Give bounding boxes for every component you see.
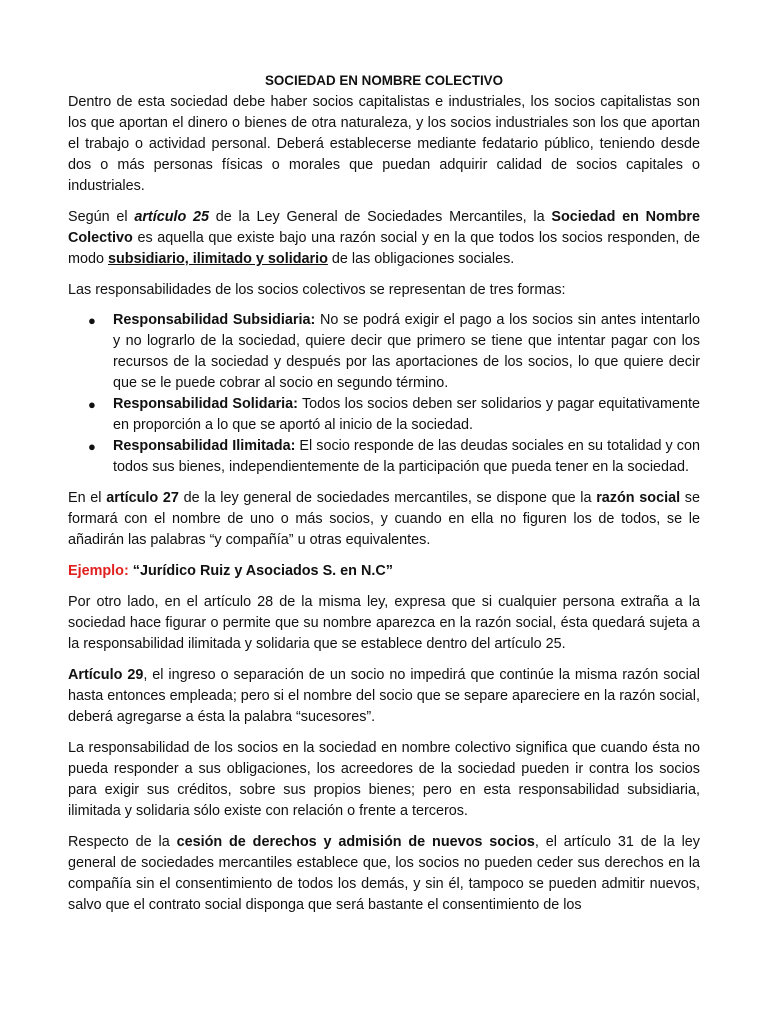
bullet-icon: ● [88,439,96,454]
document-body [68,70,700,926]
example-label: Ejemplo: [68,563,129,579]
bold-italic-span: artículo 25 [134,209,210,225]
text-span: es aquella que existe bajo una razón social y en la que todos los socios responden, de modo [68,230,700,267]
paragraph-responsabilidades: Las responsabilidades de los socios colectivos se representan de tres formas: [68,282,566,298]
list-item-ilimitada [68,436,700,478]
text-span: de las obligaciones sociales. [327,251,515,267]
list-item-heading: Responsabilidad Ilimitada: [113,438,296,454]
list-item-heading: Responsabilidad Solidaria: [113,396,298,412]
bold-span: Artículo 29 [68,667,144,683]
text-span: , el artículo 31 de la ley general de sociedades mercantiles establece que, los socios no pueden ceder sus derechos en la compañía sin el consentimiento de todos los demás, y sin él, tampoco se pueden admitir nuevos, salvo que el contrato social disponga que será bastante el consentimiento de los [68,834,701,913]
list-item-heading: Responsabilidad Subsidiaria: [113,312,316,328]
bold-span: artículo 27 [106,490,179,506]
list-item-text: No se podrá exigir el pago a los socios sin antes intentarlo y no lograrlo de la sociedad, quiere decir que primero se tiene que intentar pagar con los recursos de la sociedad y después por las aportaciones de los socios, lo que quiere decir que se le puede cobrar al socio en segundo término. [113,312,700,391]
bold-span: Sociedad en Nombre Colectivo [68,209,701,246]
paragraph-articulo-27 [68,488,700,551]
bullet-icon: ● [88,397,96,412]
text-span: , el ingreso o separación de un socio no impedirá que continúe la misma razón social hasta entonces empleada; pero si el nombre del socio que se separe apareciere en la razón social, deberá agregarse a ésta la palabra “sucesores”. [68,667,700,725]
paragraph-responsabilidad-socios: La responsabilidad de los socios en la sociedad en nombre colectivo significa que cuando ésta no pueda responder a sus obligaciones, los acreedores de la sociedad pueden ir contra los socios para exigir sus créditos, sobre sus propios bienes; pero en esta responsabilidad subsidiaria, ilimitada y solidaria sólo existe con relación o frente a terceros. [68,740,700,819]
bold-span: razón social [596,490,681,506]
list-item-subsidiaria [68,310,700,394]
bold-span: cesión de derechos y admisión de nuevos socios [176,834,535,850]
document-title: SOCIEDAD EN NOMBRE COLECTIVO [264,73,504,88]
bullet-icon: ● [88,313,96,328]
example-text: “Jurídico Ruiz y Asociados S. en N.C” [128,563,393,579]
text-span: Según el [68,209,135,225]
paragraph-cesion-derechos [68,832,700,916]
text-span: se formará con el nombre de uno o más socios, y cuando en ella no figuren los de todos, se le añadirán las palabras “y compañía” u otras equivalentes. [68,490,700,548]
paragraph-ejemplo [68,561,700,582]
responsabilidades-list [68,310,700,478]
text-span: En el [68,490,107,506]
list-item-text: Todos los socios deben ser solidarios y pagar equitativamente en proporción a lo que se aportó al inicio de la sociedad. [113,396,700,433]
list-item-text: El socio responde de las deudas sociales en su totalidad y con todos sus bienes, independientemente de la participación que pueda tener en la sociedad. [113,438,700,475]
text-span: de la ley general de sociedades mercantiles, se dispone que la [178,490,597,506]
bold-underline-span: subsidiario, ilimitado y solidario [108,251,328,267]
text-span: Respecto de la [68,834,177,850]
paragraph-articulo-25 [68,207,700,270]
paragraph-articulo-29 [68,665,700,728]
paragraph-intro: Dentro de esta sociedad debe haber socios capitalistas e industriales, los socios capitalistas son los que aportan el dinero o bienes de otra naturaleza, y los socios industriales son los que aportan el trabajo o actividad personal. Deberá establecerse mediante fedatario público, teniendo desde dos o más personas físicas o morales que puedan adquirir calidad de socios capitales o industriales. [68,94,700,194]
paragraph-articulo-28: Por otro lado, en el artículo 28 de la misma ley, expresa que si cualquier persona extraña a la sociedad hace figurar o permite que su nombre aparezca en la razón social, ésta quedará sujeta a la responsabilidad ilimitada y solidaria que se establece dentro del artículo 25. [68,594,700,652]
list-item-solidaria [68,394,700,436]
text-span: de la Ley General de Sociedades Mercantiles, la [209,209,552,225]
